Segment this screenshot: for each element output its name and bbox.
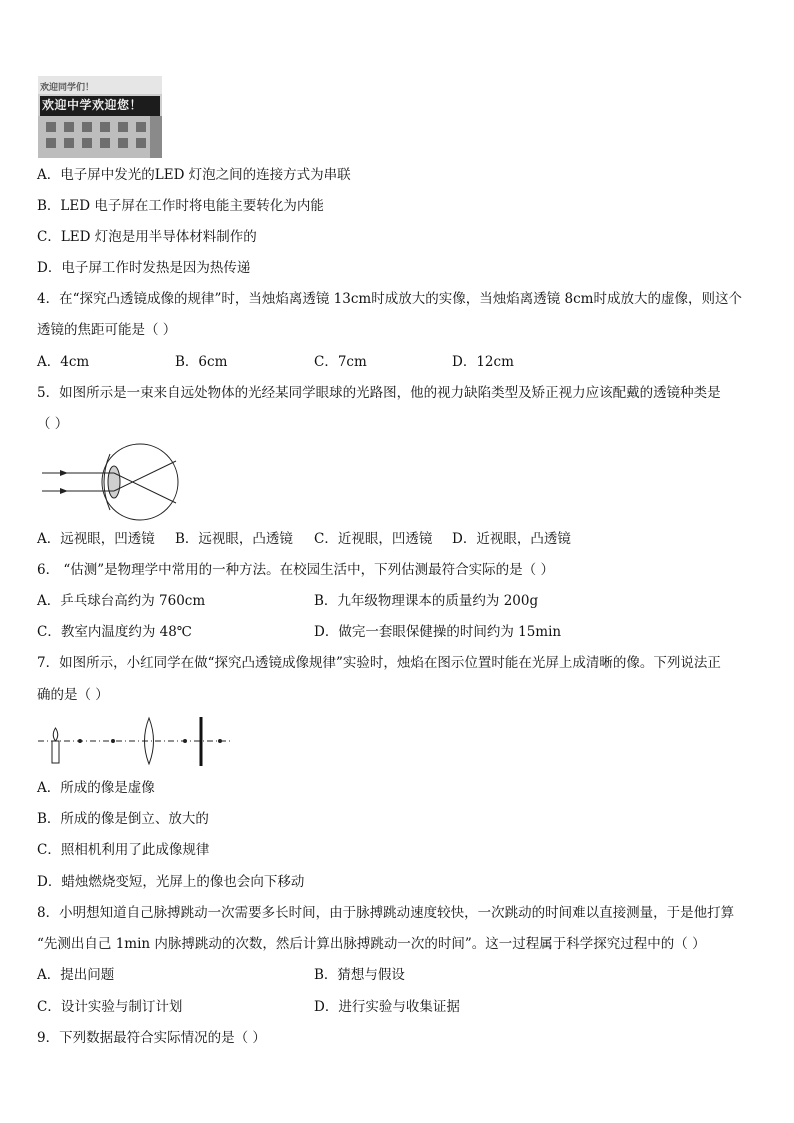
q5-option-d: D．近视眼，凸透镜 <box>452 531 571 547</box>
q7-option-d: D．蜡烛燃烧变短，光屏上的像也会向下移动 <box>37 874 305 890</box>
eye-light-path-diagram <box>40 440 185 525</box>
q7-option-b: B．所成的像是倒立、放大的 <box>37 811 209 827</box>
q7-stem-line2: 确的是（ ） <box>37 687 109 703</box>
q3-option-d: D．电子屏工作时发热是因为热传递 <box>37 260 251 276</box>
q6-option-d: D．做完一套眼保健操的时间约为 15min <box>314 624 562 640</box>
q4-option-a: A．4cm <box>37 354 90 370</box>
q7-option-a: A．所成的像是虚像 <box>37 780 155 796</box>
q5-option-c: C．近视眼，凹透镜 <box>314 531 433 547</box>
q6-option-a: A．乒乓球台高约为 760cm <box>37 593 206 609</box>
q4-option-d: D．12cm <box>452 354 514 370</box>
q8-stem-line1: 8．小明想知道自己脉搏跳动一次需要多长时间，由于脉搏跳动速度较快，一次跳动的时间难以直接测量，于是他打算 <box>37 905 735 921</box>
optical-bench-diagram <box>38 716 238 768</box>
q6-option-c: C．教室内温度约为 48℃ <box>37 624 192 640</box>
q3-option-a: A．电子屏中发光的LED 灯泡之间的连接方式为串联 <box>37 167 351 183</box>
q4-stem-line1: 4．在“探究凸透镜成像的规律”时，当烛焰离透镜 13cm时成放大的实像，当烛焰离透镜 8cm时成放大的虚像，则这个 <box>37 291 742 307</box>
q7-stem-line1: 7．如图所示，小红同学在做“探究凸透镜成像规律”实验时，烛焰在图示位置时能在光屏上成清晰的像。下列说法正 <box>37 655 721 671</box>
q8-option-b: B．猜想与假设 <box>314 967 405 983</box>
q4-option-b: B．6cm <box>175 354 228 370</box>
q8-option-d: D．进行实验与收集证据 <box>314 999 460 1015</box>
q6-stem-line1: 6． “估测”是物理学中常用的一种方法。在校园生活中，下列估测最符合实际的是（ ） <box>37 562 554 578</box>
q7-option-c: C．照相机利用了此成像规律 <box>37 842 210 858</box>
school-building-photo <box>38 76 162 158</box>
q6-option-b: B．九年级物理课本的质量约为 200g <box>314 593 539 609</box>
q8-option-c: C．设计实验与制订计划 <box>37 999 183 1015</box>
q5-stem-line2: （ ） <box>37 416 69 432</box>
q8-stem-line2: “先测出自己 1min 内脉搏跳动的次数，然后计算出脉搏跳动一次的时间”。这一过程属于科学探究过程中的（ ） <box>37 936 706 952</box>
q4-stem-line2: 透镜的焦距可能是（ ） <box>37 322 177 338</box>
q3-option-b: B．LED 电子屏在工作时将电能主要转化为内能 <box>37 198 324 214</box>
banner-text: 欢迎中学欢迎您！ <box>42 98 143 112</box>
q5-option-b: B．远视眼，凸透镜 <box>175 531 293 547</box>
q9-stem-line1: 9．下列数据最符合实际情况的是（ ） <box>37 1030 266 1046</box>
q5-stem-line1: 5．如图所示是一束来自远处物体的光经某同学眼球的光路图，他的视力缺陷类型及矫正视力应该配戴的透镜种类是 <box>37 385 721 401</box>
q5-option-a: A．远视眼，凹透镜 <box>37 531 155 547</box>
banner-top-text: 欢迎同学们！ <box>40 83 95 93</box>
q3-option-c: C．LED 灯泡是用半导体材料制作的 <box>37 229 257 245</box>
q4-option-c: C．7cm <box>314 354 367 370</box>
q8-option-a: A．提出问题 <box>37 967 115 983</box>
